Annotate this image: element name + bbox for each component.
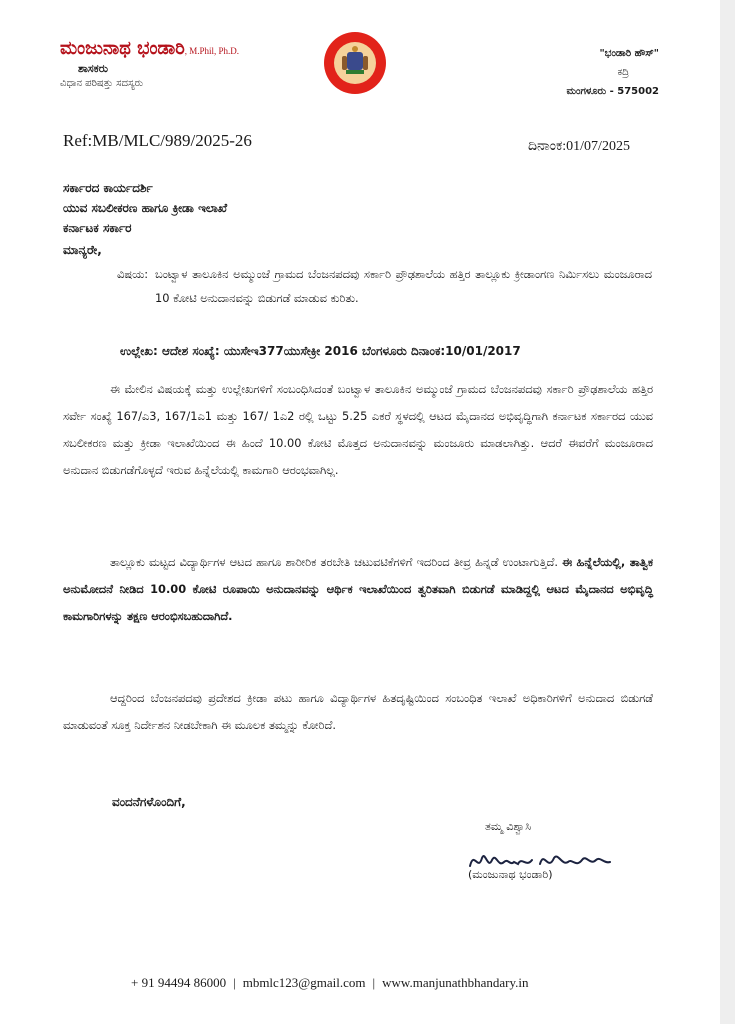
sender-name: ಮಂಜುನಾಥ ಭಂಡಾರಿ <box>60 38 185 59</box>
letterhead-right <box>567 44 660 101</box>
locality: ಕದ್ರಿ <box>617 67 629 78</box>
subject-text: ಬಂಟ್ವಾಳ ತಾಲೂಕಿನ ಅಮ್ಮುಂಜೆ ಗ್ರಾಮದ ಬೆಂಜನಪದವು ಸರ್ಕಾರಿ ಪ್ರೌಢಶಾಲೆಯ ಹತ್ತಿರ ತಾಲ್ಲೂಕು ಕ್ರೀಡಾಂಗಣ ನಿರ್ಮಿಸಲು ಮಂಜೂರಾದ 10 ಕೋಟಿ ಅನುದಾನವನ್ನು ಬಿಡುಗಡೆ ಮಾಡುವ ಕುರಿತು. <box>155 267 652 305</box>
footer-contact <box>131 975 528 991</box>
page-edge <box>720 0 735 1024</box>
footer-website: www.manjunathbhandary.in <box>382 975 529 990</box>
footer-separator: | <box>372 975 376 990</box>
footer-separator: | <box>233 975 236 990</box>
sender-qualifications: , M.Phil, Ph.D. <box>184 46 240 56</box>
emblem-logo <box>324 32 386 94</box>
addressee-line: ಯುವ ಸಬಲೀಕರಣ ಹಾಗೂ ಕ್ರೀಡಾ ಇಲಾಖೆ <box>63 201 228 215</box>
addressee-line: ಸರ್ಕಾರದ ಕಾರ್ಯದರ್ಶಿ <box>63 181 153 195</box>
paragraph-1-text: ಈ ಮೇಲಿನ ವಿಷಯಕ್ಕೆ ಮತ್ತು ಉಲ್ಲೇಖಗಳಿಗೆ ಸಂಬಂಧಿಸಿದಂತೆ ಬಂಟ್ವಾಳ ತಾಲೂಕಿನ ಅಮ್ಮುಂಜೆ ಗ್ರಾಮದ ಬೆಂಜನಪದವು ಸರ್ಕಾರಿ ಪ್ರೌಢಶಾಲೆಯ ಹತ್ತಿರ ಸರ್ವೇ ಸಂಖ್ಯೆ 167/ಎ3, 167/1ಎ1 ಮತ್ತು 167/ 1ಎ2 ರಲ್ಲಿ ಒಟ್ಟು 5.25 ಎಕರೆ ಸ್ಥಳದಲ್ಲಿ ಆಟದ ಮೈದಾನದ ಅಭಿವೃದ್ಧಿಗಾಗಿ ಕರ್ನಾಟಕ ಸರ್ಕಾರದ ಯುವ ಸಬಲೀಕರಣ ಮತ್ತು ಕ್ರೀಡಾ ಇಲಾಖೆಯಿಂದ ಈ ಹಿಂದೆ 10.00 ಕೋಟಿ ಮೊತ್ತದ ಅನುದಾನವನ್ನು ಮಂಜೂರು ಮಾಡಲಾಗಿತ್ತು. ಆದರೆ ಈವರೆಗೆ ಮಂಜೂರಾದ ಅನುದಾನ ಬಿಡುಗಡೆಗೊಳ್ಳದೆ ಇರುವ ಹಿನ್ನೆಲೆಯಲ್ಲಿ ಕಾಮಗಾರಿ ಆರಂಭವಾಗಿಲ್ಲ. <box>63 382 653 477</box>
paragraph-2-bold: ಈ ಹಿನ್ನೆಲೆಯಲ್ಲಿ, ತಾತ್ವಿಕ ಅನುಮೋದನೆ ನೀಡಿದ 10.00 ಕೋಟಿ ರೂಪಾಯಿ ಅನುದಾನವನ್ನು ಆರ್ಥಿಕ ಇಲಾಖೆಯಿಂದ ತ್ವರಿತವಾಗಿ ಬಿಡುಗಡೆ ಮಾಡಿದ್ದಲ್ಲಿ ಆಟದ ಮೈದಾನದ ಅಭಿವೃದ್ಧಿ ಕಾಮಗಾರಿಗಳನ್ನು ತಕ್ಷಣ ಆರಂಭಿಸಬಹುದಾಗಿದೆ. <box>63 555 654 623</box>
signatory-name: (ಮಂಜುನಾಥ ಭಂಡಾರಿ) <box>468 868 553 881</box>
paragraph-2-text: ತಾಲ್ಲೂಕು ಮಟ್ಟದ ವಿದ್ಯಾರ್ಥಿಗಳ ಆಟದ ಹಾಗೂ ಶಾರೀರಿಕ ತರಬೇತಿ ಚಟುವಟಿಕೆಗಳಿಗೆ ಇದರಿಂದ ತೀವ್ರ ಹಿನ್ನಡೆ ಉಂಟಾಗುತ್ತಿದೆ. <box>110 555 558 569</box>
addressee-block <box>63 178 227 238</box>
salutation: ಮಾನ್ಯರೇ, <box>63 243 102 257</box>
body-paragraph-3 <box>63 685 653 739</box>
emblem-seal-icon <box>324 32 386 94</box>
name-line <box>60 38 239 59</box>
footer-phone: + 91 94494 86000 <box>131 975 227 990</box>
yours-faithfully: ತಮ್ಮ ವಿಶ್ವಾಸಿ <box>485 820 532 833</box>
letter-date: ದಿನಾಂಕ:01/07/2025 <box>528 139 630 154</box>
paragraph-3-text: ಆದ್ದರಿಂದ ಬೆಂಜನಪದವು ಪ್ರದೇಶದ ಕ್ರೀಡಾ ಪಟು ಹಾಗೂ ವಿದ್ಯಾರ್ಥಿಗಳ ಹಿತದೃಷ್ಟಿಯಿಂದ ಸಂಬಂಧಿತ ಇಲಾಖೆ ಅಧಿಕಾರಿಗಳಿಗೆ ಅನುದಾದ ಬಿಡುಗಡೆ ಮಾಡುವಂತೆ ಸೂಕ್ತ ನಿರ್ದೇಶನ ನೀಡಬೇಕಾಗಿ ಈ ಮೂಲಕ ತಮ್ಮನ್ನು ಕೋರಿದೆ. <box>63 691 653 732</box>
reference-line: ಉಲ್ಲೇಖ: ಆದೇಶ ಸಂಖ್ಯೆ: ಯುಸೇಇ377ಯುಸೇಕ್ರೀ 2016 ಬೆಂಗಳೂರು ದಿನಾಂಕ:10/01/2017 <box>120 344 521 358</box>
subject-label: ವಿಷಯ: <box>117 267 149 281</box>
reference-number: Ref:MB/MLC/989/2025-26 <box>63 131 252 150</box>
body-paragraph-1 <box>63 376 653 484</box>
city-pin: ಮಂಗಳೂರು - 575002 <box>566 86 659 97</box>
sender-title: ಶಾಸಕರು <box>78 62 109 75</box>
closing: ವಂದನೆಗಳೊಂದಿಗೆ, <box>112 795 186 809</box>
house-name: "ಭಂಡಾರಿ ಹೌಸ್" <box>599 48 659 59</box>
addressee-line: ಕರ್ನಾಟಕ ಸರ್ಕಾರ <box>63 221 132 235</box>
subject-block <box>117 262 652 310</box>
footer-email: mbmlc123@gmail.com <box>242 975 366 990</box>
letterhead-left <box>60 38 239 89</box>
sender-subtitle: ವಿಧಾನ ಪರಿಷತ್ತು ಸದಸ್ಯರು <box>60 78 144 89</box>
body-paragraph-2 <box>63 549 653 630</box>
